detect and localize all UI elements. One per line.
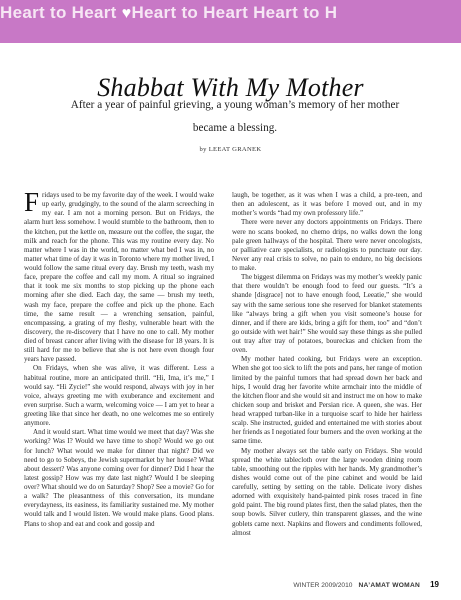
article-subtitle: After a year of painful grieving, a young woman’s memory of her mother became a blessing.	[70, 99, 400, 134]
paragraph: laugh, be together, as it was when I was a child, a pre-teen, and then an adolescent, as it was before I moved out, and in my mother’s words “had my own professory life.”	[232, 191, 422, 218]
article-column-right	[232, 191, 422, 538]
paragraph-text: ridays used to be my favorite day of the week. I would wake up early, grudgingly, to the sound of the alarm screeching in my ear. I am not a morning person. But on Fridays, the alarm hurt less somehow. I would stumble to the bathroom, then to the kitchen, put the kettle on, measure out the coffee, the sugar, the milk and reach for the phone. This was my routine every day. No matter where I was in the world, no matter what bed I was in, no matter what time of day it was in Toronto where my mother lived, I would follow the same ritual every day. Brush my teeth, wash my face, prepare the coffee and call my mom. A ritual so ingrained that it took me six months to stop picking up the phone each morning after she died. Each day, the same — brush my teeth, wash my face, prepare the coffee and pick up the phone. Each time, the same result — a wrenching sensation, painful, encompassing, a grating of my fleshy, vulnerable heart with the discovery, the re-discovery that I have no one to call. My mother died of breast cancer after living with the disease for 18 years. It is still hard for me to believe that she is not here even though four years have passed.	[24, 191, 214, 364]
banner-text	[0, 3, 337, 23]
paragraph: My mother always set the table early on Fridays. She would spread the white tablecloth over the large wooden dining room table, smoothing out the ripples with her hands. My grandmother’s dishes would come out of the pine cabinet and would be laid carefully, setting by setting on the table. Delicate ivory dishes adorned with exquisitely hand-painted pink roses traced in fine gold paint. The big round plates first, then the salad plates, then the soup bowls. Silver cutlery, thin transparent glasses, and the wine goblets came next. Napkins and flowers and condiments followed, almost	[232, 446, 422, 537]
article-column-left	[24, 187, 214, 529]
paragraph: The biggest dilemma on Fridays was my mother’s weekly panic that there wouldn’t be enough food to feed our guests. “It’s a shande [disgrace] not to have enough food, Leeatie,” she would say with the same serious tone she reserved for blanket statements like “always bring a gift when you visit someone’s house for dinner, and if there are kids, bring a gift for them, too” and “don’t go outside with wet hair!” She would say these things as she pulled out tray after tray of potatoes, boureckas and chicken from the oven.	[232, 273, 422, 355]
heart-icon: ♥	[121, 5, 132, 22]
paragraph	[24, 187, 214, 364]
banner-segment: Heart to Heart Heart to H	[131, 3, 338, 22]
paragraph: There were never any doctors appointments on Fridays. There were no scans booked, no chemo drips, no walks down the long pale green hallways of the hospital. There were never oncologists, or palliative care specialists, or radiologists to punctuate our day. Never any real crisis to solve, no pain to endure, no big decisions to make.	[232, 218, 422, 272]
footer-magazine: NA’AMAT WOMAN	[358, 582, 421, 589]
drop-cap: F	[24, 187, 40, 217]
page-number: 19	[430, 580, 439, 589]
header-banner	[0, 0, 461, 43]
footer-issue: WINTER 2009/2010	[293, 582, 353, 589]
article-byline: by LEEAT GRANEK	[199, 146, 262, 153]
paragraph: My mother hated cooking, but Fridays were an exception. When she got too sick to lift the pots and pans, her range of motion limited by the painful tumors that had spread down her back and hips, I would drag her favorite white armchair into the middle of the kitchen floor and she would sit and instruct me on how to make chicken soup and brisket and Persian rice. A queen, she was. Her head wrapped turban-like in a turquoise scarf to hide her hairless scalp. She instructed, guided and entertained me with stories about her friends as I negotiated four burners and the oven working at the same time.	[232, 355, 422, 446]
paragraph: And it would start. What time would we meet that day? Was she working? Was I? Would we have time to shop? Would we go out for lunch? What would we make for dinner that night? Did we need to go to Sobeys, the Jewish supermarket by her house? What about dessert? Was anyone coming over for dinner? Did I hear the latest gossip? How was my date last night? Would I be sleeping over? What should we do on Saturday? Shop? See a movie? Go for a walk? The pleasantness of this conversation, its mundane everydayness, its easiness, its familiarity sustained me. My mother would talk and I would listen. We would make plans. Good plans. Plans to shop and eat and cook and gossip and	[24, 428, 214, 528]
page-footer	[293, 580, 439, 589]
article-title: Shabbat With My Mother	[97, 73, 364, 102]
paragraph: On Fridays, when she was alive, it was different. Less a habitual routine, more an anticipated thrill. “Hi, Ima, it’s me,” I would say. “Hi Zycie!” she would respond, always with joy in her voice, always greeting me with exuberance and excitement and even surprise. Such a warm, welcoming voice — I am yet to hear a greeting like that since her death, no one welcomes me so entirely anymore.	[24, 364, 214, 428]
banner-segment: Heart to Heart	[0, 3, 122, 22]
